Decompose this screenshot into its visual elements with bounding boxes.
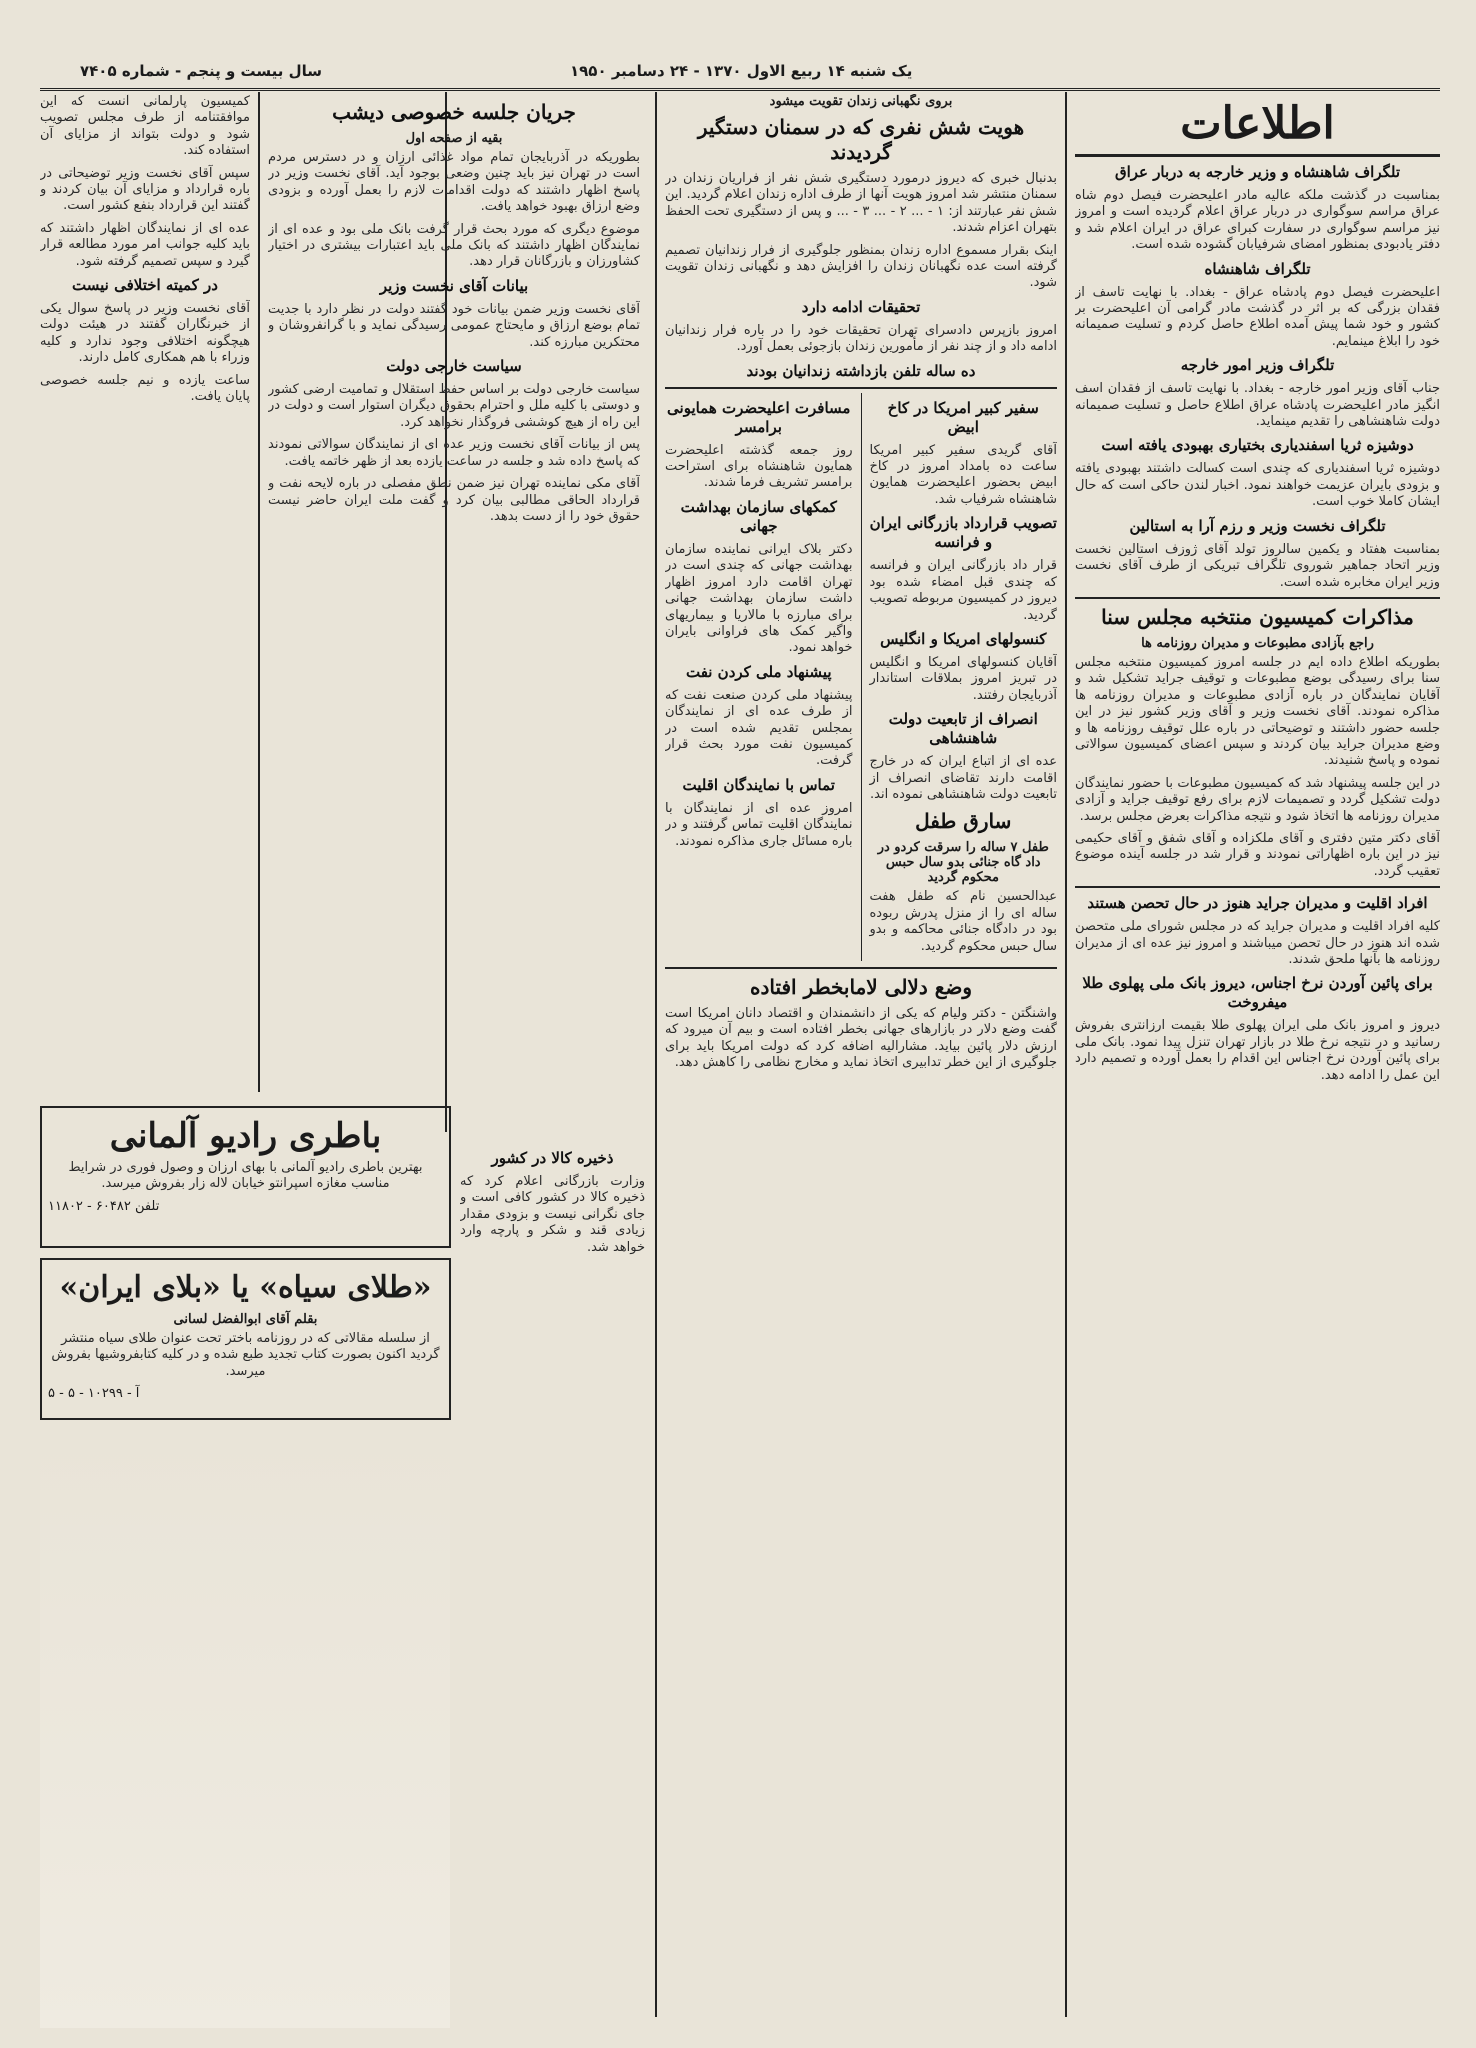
article-text: بدنبال خبری که دیروز درمورد دستگیری شش نفر از فراریان زندان در سمنان منتشر شد امروز هویت آنها از طرف اداره زندان اعلام گردید. این شش نفر عبارتند از: ۱ - ... ۲ - ... ۳ - ... و پس از دستگیری تحت الحفظ بتهران اعزام شدند. — [665, 171, 1057, 236]
article-text: آقای گریدی سفیر کبیر امریکا ساعت ده بامداد امروز در کاخ ابیض بحضور اعلیحضرت همایون شاهنشاه شرفیاب شد. — [869, 442, 1057, 507]
headline: در کمیته اختلافی نیست — [72, 276, 218, 295]
column-center-right — [665, 94, 1057, 2019]
article-text: بطوریکه در آذربایجان تمام مواد غذائی ارزان و در دسترس مردم است در تهران نیز باید چنین وضعی بوجود آید. آقای نخست وزیر در پاسخ اظهار داشتند که دولت اقدامات لازم را بعمل آورده و بزودی وضع ارزاق بهبود خواهد یافت. — [268, 150, 640, 215]
article-text: اینک بقرار مسموع اداره زندان بمنظور جلوگیری از فرار زندانیان تصمیم گرفته است عده نگهبانان زندان را افزایش دهد و نگهبانی زندان تقویت شود. — [665, 242, 1057, 291]
headline: افراد اقلیت و مدیران جراید هنوز در حال تحصن هستند — [1087, 894, 1428, 913]
article-text: امروز بازپرس دادسرای تهران تحقیقات خود را در باره فرار زندانیان ادامه داد و از چند نفر از مأمورین زندان بازجوئی بعمل آورد. — [665, 322, 1057, 355]
ad-text: از سلسله مقالاتی که در روزنامه باختر تحت عنوان طلای سیاه منتشر گردید اکنون بصورت کتاب تجدید طبع شده و در کلیه کتابفروشیها بفروش میرسد. — [51, 1331, 440, 1379]
article-text: عبدالحسین نام که طفل هفت ساله ای را از منزل پدرش ربوده بود در دادگاه جنائی محاکمه و بدو سال حبس محکوم گردید. — [869, 889, 1057, 954]
headline: ده ساله تلفن بازداشته زندانیان بودند — [746, 361, 976, 380]
ad-phone: تلفن ۶۰۴۸۲ - ۱۱۸۰۲ — [48, 1198, 160, 1214]
article-text: عده ای از اتباع ایران که در خارج اقامت دارند تقاضای انصراف از تابعیت دولت شاهنشاهی نموده اند. — [869, 754, 1057, 802]
headline: دوشیزه ثریا اسفندیاری بختیاری بهبودی یافته است — [1101, 436, 1414, 455]
article-text: کلیه افراد اقلیت و مدیران جراید که در مجلس شورای ملی متحصن شده اند هنوز در حال تحصن میباشند و امروز نیز عده ای از مدیران روزنامه ها بآنها ملحق شدند. — [1075, 919, 1440, 967]
column-rule — [258, 92, 260, 1092]
issue-date: یک شنبه ۱۴ ربیع الاول ۱۳۷۰ - ۲۴ دسامبر ۱۹۵۰ — [570, 62, 913, 80]
headline: کمکهای سازمان بهداشت جهانی — [680, 497, 837, 535]
headline: تماس با نمایندگان اقلیت — [682, 775, 835, 794]
article-text: وزارت بازرگانی اعلام کرد که ذخیره کالا در کشور کافی است و جای نگرانی نیست و بزودی مقدار زیادی قند و شکر و پارچه وارد خواهد شد. — [460, 1174, 645, 1255]
article-text: آقایان کنسولهای امریکا و انگلیس در تبریز امروز بملاقات استاندار آذربایجان رفتند. — [869, 654, 1057, 703]
blank-area — [40, 1428, 450, 2028]
headline: جریان جلسه خصوصی دیشب — [332, 100, 576, 124]
headline: انصراف از تابعیت دولت شاهنشاهی — [888, 710, 1038, 748]
headline: پیشنهاد ملی کردن نفت — [685, 662, 832, 681]
article-text: بمناسبت در گذشت ملکه عالیه مادر اعلیحضرت فیصل دوم شاه عراق مراسم سوگواری در دربار عراق اعلام گردیده است و امروز نیز مراسم سوگواری در سفارت کبرای عراق در ایران اعلام شد و دفتر یادبودی بمنظور امضای شرفیابان گشوده شده است. — [1075, 188, 1440, 253]
article-text: آقای نخست وزیر در پاسخ سوال یکی از خبرنگاران گفتند در هیئت دولت هیچگونه اختلافی وجود ندارد و کلیه وزراء با هم همکاری کامل دارند. — [40, 301, 250, 366]
newspaper-page — [40, 58, 1440, 2033]
article-text: واشنگتن - دکتر ولیام که یکی از دانشمندان و اقتصاد دانان امریکا است گفت وضع دلار در بازارهای جهانی بخطر افتاده است و بیم آن میرود که ارزش دلار پائین بیاید. مشارالیه اضافه کرد که دولت امریکا باید برای جلوگیری از این خطر تدابیری اتخاذ نماید و مخارج نظامی را کاهش دهد. — [665, 1005, 1057, 1071]
headline: ذخیره کالا در کشور — [491, 1149, 614, 1167]
article-text: عده ای از نمایندگان اظهار داشتند که باید کلیه جوانب امر مورد مطالعه قرار گیرد و سپس تصمیم گرفته شود. — [40, 220, 250, 269]
headline: تحقیقات ادامه دارد — [801, 297, 921, 316]
headline: تلگراف شاهنشاه و وزیر خارجه به دربار عراق — [1114, 163, 1401, 181]
article-text: سپس آقای نخست وزیر توضیحاتی در باره قرارداد و مزایای آن بیان کردند و گفتند این قرارداد بنفع کشور است. — [40, 165, 250, 214]
article-text: پس از بیانات آقای نخست وزیر عده ای از نمایندگان سوالاتی نمودند که پاسخ داده شد و جلسه در ساعت یازده بعد از ظهر خاتمه یافت. — [268, 437, 640, 469]
article-text: در این جلسه پیشنهاد شد که کمیسیون مطبوعات با حضور نمایندگان دولت تشکیل گردد و تصمیمات لازم برای رفع توقیف جراید و آزادی مدیران روزنامه ها اتخاذ شود و نتیجه مذاکرات بعرض مجلس برسد. — [1075, 775, 1440, 824]
article-text: بمناسبت هفتاد و یکمین سالروز تولد آقای ژوزف استالین نخست وزیر اتحاد جماهیر شوروی تلگراف تبریکی از طرف آقای نخست وزیر ایران مخابره شده است. — [1075, 541, 1440, 590]
column-rule — [1065, 92, 1067, 2017]
article-text: بطوریکه اطلاع داده ایم در جلسه امروز کمیسیون منتخبه مجلس سنا برای رسیدگی بوضع مطبوعات و توقیف جراید تشکیل شد و آقایان نمایندگان در باره آزادی مطبوعات و مدیران روزنامه ها مذاکره نمودند. آقای نخست وزیر و آقای وزیر کشور نیز در این جلسه حضور داشتند و توضیحاتی در باره علل توقیف روزنامه ها و وضع مدیران جراید بیان کردند و سپس اعضای کمیسیون سوالاتی نموده و پاسخ شنیدند. — [1075, 654, 1440, 769]
headline: برای پائین آوردن نرخ اجناس، دیروز بانک ملی پهلوی طلا میفروخت — [1082, 974, 1433, 1012]
article-text: آقای نخست وزیر ضمن بیانات خود گفتند دولت در نظر دارد با جدیت تمام بوضع ارزاق و مایحتاج عمومی رسیدگی نماید و با گرانفروشان و محتکرین مبارزه کند. — [268, 301, 640, 350]
article-text: دوشیزه ثریا اسفندیاری که چندی است کسالت داشتند بهبودی یافته و بزودی بایران عزیمت خواهند نمود. اخبار لندن حاکی است که حال ایشان کاملا خوب است. — [1075, 461, 1440, 510]
subheadline: راجع بآزادی مطبوعات و مدیران روزنامه ها — [1141, 635, 1374, 651]
article-text: موضوع دیگری که مورد بحث قرار گرفت بانک ملی بود و عده ای از نمایندگان اظهار داشتند که بانک ملی باید اعتبارات بیشتری در اختیار کشاورزان و بازرگانان قرار دهد. — [268, 221, 640, 270]
column-stock — [460, 1143, 645, 2023]
headline: تلگراف نخست وزیر و رزم آرا به استالین — [1129, 516, 1386, 535]
headline: هویت شش نفری که در سمنان دستگیر گردیدند — [697, 115, 1025, 164]
article-text: امروز عده ای از نمایندگان با نمایندگان اقلیت تماس گرفتند و در باره مسائل جاری مذاکره نمودند. — [665, 800, 853, 849]
article-text: آقای دکتر متین دفتری و آقای ملکزاده و آقای شفق و آقای حکیمی نیز در این باره اظهاراتی نمودند و قرار شد در جلسه آینده موضوع تعقیب گردد. — [1075, 830, 1440, 879]
article-text: پیشنهاد ملی کردن صنعت نفت که از طرف عده ای از نمایندگان بمجلس تقدیم شده است در کمیسیون نفت مورد بحث قرار گرفت. — [665, 687, 853, 769]
headline: مذاکرات کمیسیون منتخبه مجلس سنا — [1101, 604, 1414, 629]
article-text: دکتر بلاک ایرانی نماینده سازمان بهداشت جهانی که چندی است در تهران اقامت دارد امروز اظهار داشت سازمان بهداشت جهانی برای مبارزه با مالاریا و بیماریهای واگیر کمک های فراوانی بایران خواهد نمود. — [665, 541, 853, 656]
headline: کنسولهای امریکا و انگلیس — [880, 629, 1047, 648]
headline: تلگراف شاهنشاه — [1204, 259, 1311, 278]
article-text: روز جمعه گذشته اعلیحضرت همایون شاهنشاه برای استراحت برامسر تشریف فرما شدند. — [665, 442, 853, 491]
article-text: دیروز و امروز بانک ملی ایران پهلوی طلا بقیمت ارزانتری بفروش رسانید و در نتیجه نرخ طلا در بازار تهران تنزل پیدا نمود. بانک ملی برای پائین آوردن نرخ اجناس این اقدام را بعمل آورده و تصمیم دارد این عمل را ادامه دهد. — [1075, 1018, 1440, 1083]
masthead-bar — [40, 58, 1440, 91]
newspaper-logo: اطلاعات — [1075, 94, 1440, 157]
battery-ad — [40, 1106, 451, 1248]
kicker: بروی نگهبانی زندان تقویت میشود — [769, 94, 953, 109]
headline: سارق طفل — [915, 809, 1012, 834]
headline: سیاست خارجی دولت — [386, 357, 522, 376]
headline: وضع دلالی لامابخطر افتاده — [749, 974, 972, 999]
issue-number: سال بیست و پنجم - شماره ۷۴۰۵ — [80, 62, 323, 80]
book-ad — [40, 1258, 451, 1420]
column-right — [1075, 94, 1440, 2019]
headline: بیانات آقای نخست وزیر — [379, 276, 529, 295]
ad-phone: آ - ۱۰۲۹۹ - ۵ - ۵ — [48, 1386, 140, 1402]
article-text: قرار داد بازرگانی ایران و فرانسه که چندی قبل امضاء شده بود دیروز در کمیسیون مربوطه تصویب گردید. — [869, 558, 1057, 623]
column-rule — [655, 92, 657, 2017]
headline: تلگراف وزیر امور خارجه — [1180, 356, 1335, 375]
headline: تصویب قرارداد بازرگانی ایران و فرانسه — [869, 514, 1057, 552]
ad-title: باطری رادیو آلمانی — [109, 1116, 382, 1156]
column-center-left — [268, 94, 640, 1134]
article-text: اعلیحضرت فیصل دوم پادشاه عراق - بغداد. با نهایت تاسف از فقدان بزرگی که بر اثر در گذشت مادر گرامی آن اعلیحضرت بر کشور و خود شما پیش آمده اطلاع حاصل کردم و تسلیت صمیمانه خود را ابلاغ مینمایم. — [1075, 284, 1440, 349]
headline: سفیر کبیر امریکا در کاخ ابیض — [887, 398, 1039, 436]
article-text: جناب آقای وزیر امور خارجه - بغداد. با نهایت تاسف از فقدان اسف انگیز مادر اعلیحضرت پادشاه عراق اطلاع حاصل و تسلیت صمیمانه دولت شاهنشاهی را تقدیم مینماید. — [1075, 381, 1440, 430]
ad-title: «طلای سیاه» یا «بلای ایران» — [59, 1270, 432, 1305]
article-text: ساعت یازده و نیم جلسه خصوصی پایان یافت. — [40, 372, 250, 405]
article-text: سیاست خارجی دولت بر اساس حفظ استقلال و تمامیت ارضی کشور و دوستی با کلیه ملل و احترام بحقوق دیگران استوار است و دولت در این راه از هیچ کوششی فروگذار نخواهد کرد. — [268, 382, 640, 430]
article-text: آقای مکی نماینده تهران نیز ضمن نطق مفصلی در باره لایحه نفت و قرارداد الحاقی مطالبی بیان کرد و گفت ملت ایران حاضر نیست حقوق خود را از دست بدهد. — [268, 476, 640, 524]
article-text: کمیسیون پارلمانی آنست که این موافقتنامه از طرف مجلس تصویب شود و دولت بتواند از مزایای آن استفاده کند. — [40, 94, 250, 159]
ad-subtitle: بقلم آقای ابوالفضل لسانی — [173, 1312, 318, 1327]
headline: مسافرت اعلیحضرت همایونی برامسر — [667, 398, 851, 436]
column-left — [40, 94, 250, 1094]
ad-text: بهترین باطری رادیو آلمانی با بهای ارزان و وصول فوری در شرایط مناسب مغازه اسپرانتو خیابان لاله زار بفروش میرسد. — [68, 1160, 423, 1192]
subheadline: بقیه از صفحه اول — [405, 131, 503, 146]
subheadline: طفل ۷ ساله را سرقت کردو در داد گاه جنائی بدو سال حبس محکوم گردید — [877, 840, 1049, 886]
